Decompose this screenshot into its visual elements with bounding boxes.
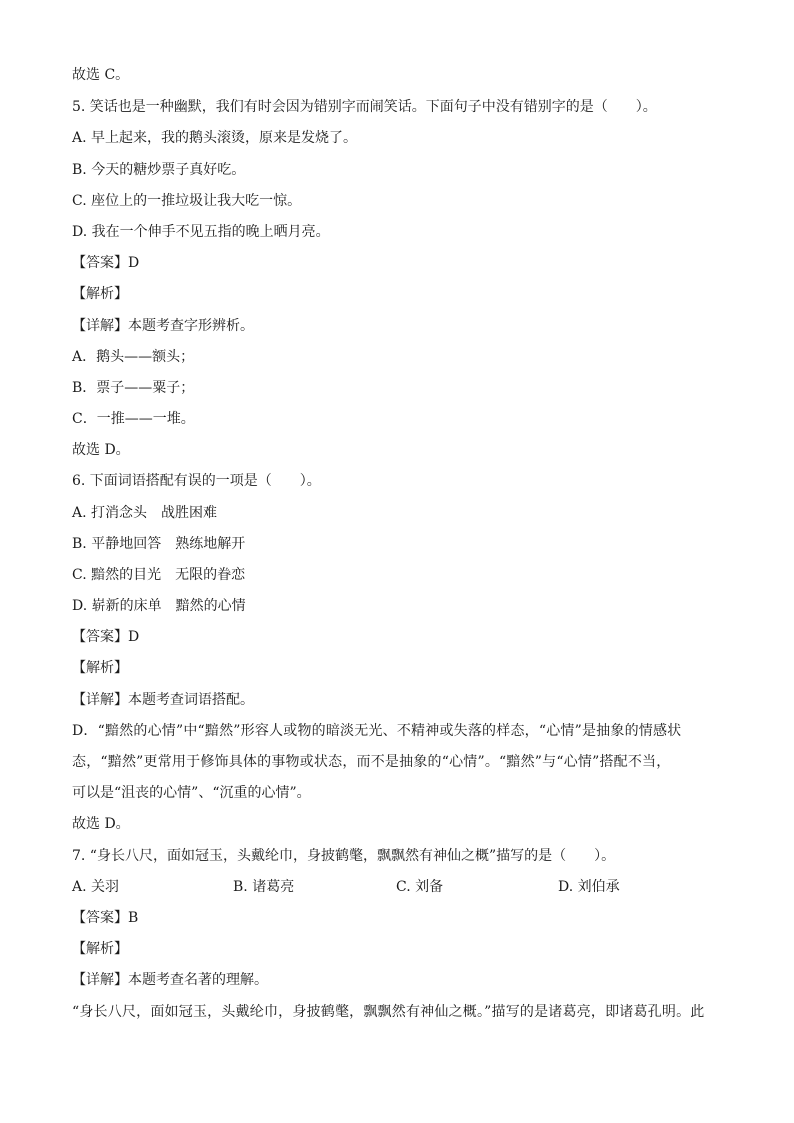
question-6-option-a: A. 打消念头 战胜困难 (72, 505, 218, 521)
conclusion-q4: 故选 C。 (72, 67, 130, 83)
question-7-option-c: C. 刘备 (396, 879, 444, 895)
question-7-option-a: A. 关羽 (72, 879, 120, 895)
detail-5-c: C．一推——一堆。 (72, 411, 195, 427)
question-5-option-d: D. 我在一个伸手不见五指的晚上晒月亮。 (72, 224, 330, 240)
detail-7: 【详解】本题考查名著的理解。 (72, 972, 268, 988)
detail-6-line-3: 可以是“沮丧的心情”、“沉重的心情”。 (72, 785, 311, 801)
detail-6-line-1: D．“黯然的心情”中“黯然”形容人或物的暗淡无光、不精神或失落的样态，“心情”是抽象的情感状 (72, 723, 682, 739)
answer-6: 【答案】D (72, 629, 140, 645)
question-7-option-b: B. 诸葛亮 (233, 879, 295, 895)
detail-5-b: B．票子——粟子； (72, 380, 195, 396)
question-6-stem: 6. 下面词语搭配有误的一项是（ ）。 (72, 473, 321, 489)
conclusion-q6: 故选 D。 (72, 816, 130, 832)
question-5-option-a: A. 早上起来，我的鹅头滚烫，原来是发烧了。 (72, 130, 358, 146)
detail-5: 【详解】本题考查字形辨析。 (72, 318, 254, 334)
conclusion-q5: 故选 D。 (72, 442, 130, 458)
question-7-option-d: D. 刘伯承 (558, 879, 620, 895)
analysis-heading-6: 【解析】 (72, 660, 128, 676)
analysis-heading-5: 【解析】 (72, 286, 128, 302)
question-5-option-b: B. 今天的糖炒票子真好吃。 (72, 162, 246, 178)
question-5-stem: 5. 笑话也是一种幽默，我们有时会因为错别字而闹笑话。下面句子中没有错别字的是（ ）。 (72, 99, 657, 115)
analysis-heading-7: 【解析】 (72, 941, 128, 957)
answer-5: 【答案】D (72, 255, 140, 271)
detail-5-a: A．鹅头——额头； (72, 349, 195, 365)
detail-7-line-1: “身长八尺，面如冠玉，头戴纶巾，身披鹤氅，飘飘然有神仙之概。”描写的是诸葛亮，即诸葛孔明。此 (72, 1004, 705, 1020)
question-6-option-b: B. 平静地回答 熟练地解开 (72, 536, 246, 552)
question-5-option-c: C. 座位上的一推垃圾让我大吃一惊。 (72, 193, 302, 209)
detail-6-line-2: 态，“黯然”更常用于修饰具体的事物或状态，而不是抽象的“心情”。“黯然”与“心情”搭配不当， (72, 754, 671, 770)
question-6-option-c: C. 黯然的目光 无限的眷恋 (72, 567, 246, 583)
question-7-stem: 7. “身长八尺，面如冠玉，头戴纶巾，身披鹤氅，飘飘然有神仙之概”描写的是（ ）。 (72, 848, 616, 864)
question-6-option-d: D. 崭新的床单 黯然的心情 (72, 598, 246, 614)
detail-6: 【详解】本题考查词语搭配。 (72, 692, 254, 708)
answer-7: 【答案】B (72, 910, 139, 926)
